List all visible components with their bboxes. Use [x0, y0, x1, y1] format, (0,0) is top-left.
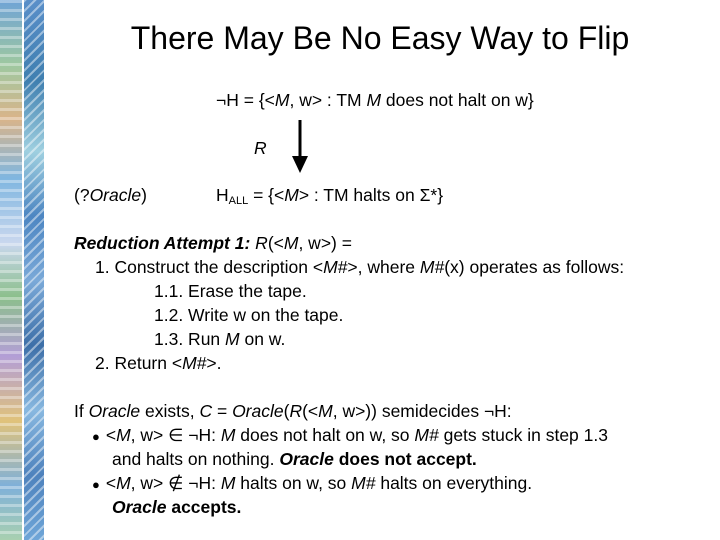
hall-language-def: $H_{ALL} = \{<M>$ : TM halts on Σ*}: [216, 185, 444, 207]
step-2: 2. Return <M#>.: [95, 353, 222, 373]
bullet-case-halt-cont: Oracle accepts.: [112, 497, 242, 517]
bullet-icon: ●: [92, 429, 100, 444]
decorative-strip-right: [24, 0, 44, 540]
bullet-case-not-halt: ● <M, w> ∈ ¬H: M does not halt on w, so M# gets stuck in step 1.3: [92, 425, 608, 445]
reduction-attempt-heading: Reduction Attempt 1: R(<M, w>) =: [74, 233, 352, 253]
step-1-2: 1.2. Write w on the tape.: [154, 305, 344, 325]
step-1: 1. Construct the description <M#>, where M#(x) operates as follows:: [95, 257, 625, 277]
oracle-label: (?Oracle): [74, 185, 147, 205]
reduction-arrow: [289, 120, 311, 174]
bullet-icon: ●: [92, 477, 100, 492]
decorative-strip-left: [0, 0, 22, 540]
step-1-3: 1.3. Run M on w.: [154, 329, 286, 349]
reduction-label: R: [254, 138, 267, 158]
bullet-case-not-halt-cont: and halts on nothing. Oracle does not accept.: [112, 449, 477, 469]
oracle-semidecides-line: If Oracle exists, C = Oracle(R(<M, w>)) semidecides ¬H:: [74, 401, 512, 421]
step-1-1: 1.1. Erase the tape.: [154, 281, 307, 301]
complement-language-def: ¬H = {<M, w> : TM M does not halt on w}: [216, 90, 534, 110]
bullet-case-halt: ● <M, w> ∉ ¬H: M halts on w, so M# halts on everything.: [92, 473, 533, 493]
slide-title: There May Be No Easy Way to Flip: [130, 20, 630, 56]
